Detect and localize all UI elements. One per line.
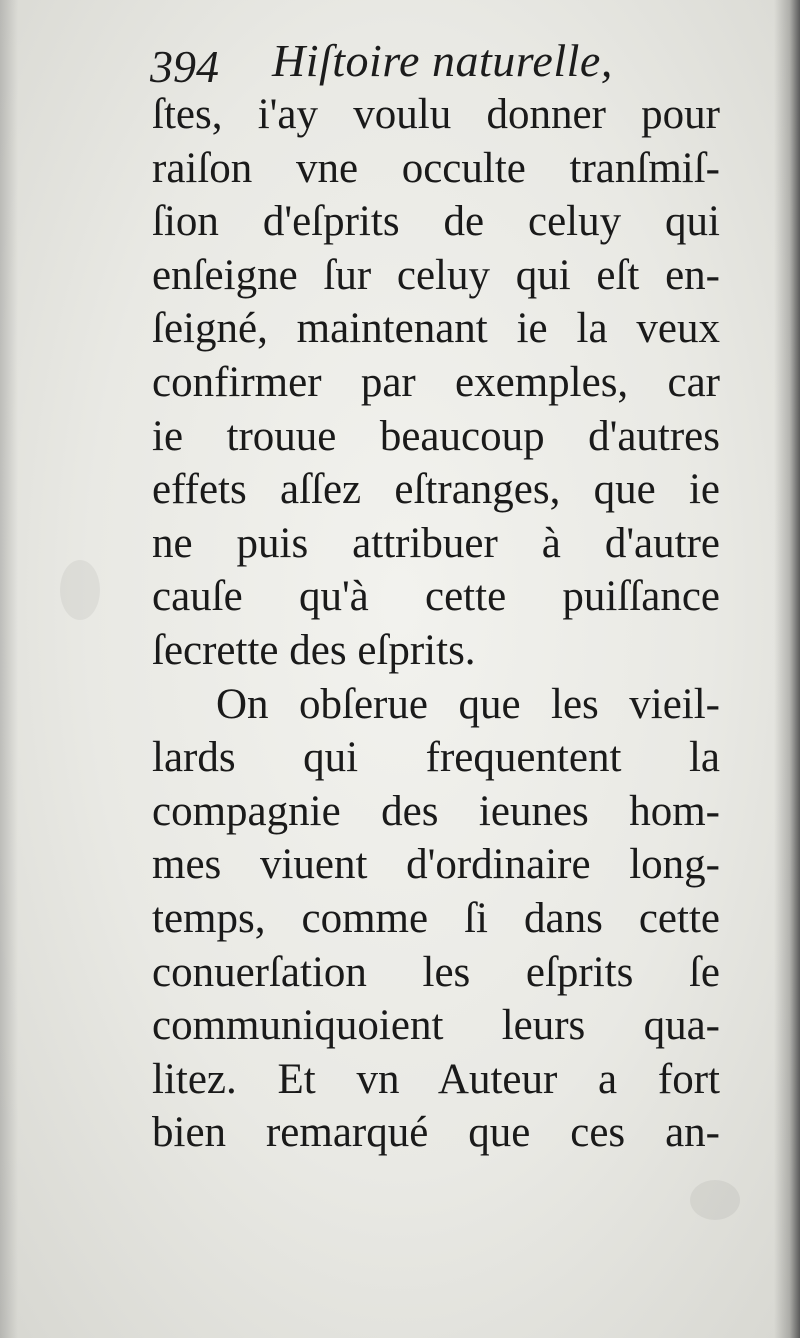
text-line: communiquoient leurs qua- [152, 1002, 720, 1050]
paragraph-first-line: On obſerue que les vieil- [216, 680, 720, 728]
text-line: bien remarqué que ces an- [152, 1109, 720, 1157]
text-line: lards qui frequentent la [152, 734, 720, 782]
paper-stain [690, 1180, 740, 1220]
page-edge-shadow [774, 0, 800, 1338]
paper-stain [60, 560, 100, 620]
text-line: ie trouue beaucoup d'autres [152, 412, 720, 460]
text-line: confirmer par exemples, car [152, 358, 720, 406]
text-line: ſion d'eſprits de celuy qui [152, 198, 720, 246]
page-number: 394 [150, 41, 219, 92]
text-line: raiſon vne occulte tranſmiſ- [152, 144, 720, 192]
text-line: ne puis attribuer à d'autre [152, 519, 720, 567]
text-line: litez. Et vn Auteur a fort [152, 1055, 720, 1103]
text-line: compagnie des ieunes hom- [152, 787, 720, 835]
text-line: ſeigné, maintenant ie la veux [152, 305, 720, 353]
body-text [152, 88, 720, 1160]
running-title: Hiſtoire naturelle, [272, 35, 613, 86]
text-line: cauſe qu'à cette puiſſance [152, 573, 720, 621]
text-line: enſeigne ſur celuy qui eſt en- [152, 251, 720, 299]
text-line: effets aſſez eſtranges, que ie [152, 466, 720, 514]
text-line: conuerſation les eſprits ſe [152, 948, 720, 996]
paragraph-end-line: ſecrette des eſprits. [152, 626, 476, 674]
text-line: mes viuent d'ordinaire long- [152, 841, 720, 889]
page-gutter-shadow [0, 0, 18, 1338]
text-line: ſtes, i'ay voulu donner pour [152, 91, 720, 138]
text-line: temps, comme ſi dans cette [152, 894, 720, 942]
page-header [150, 34, 730, 90]
